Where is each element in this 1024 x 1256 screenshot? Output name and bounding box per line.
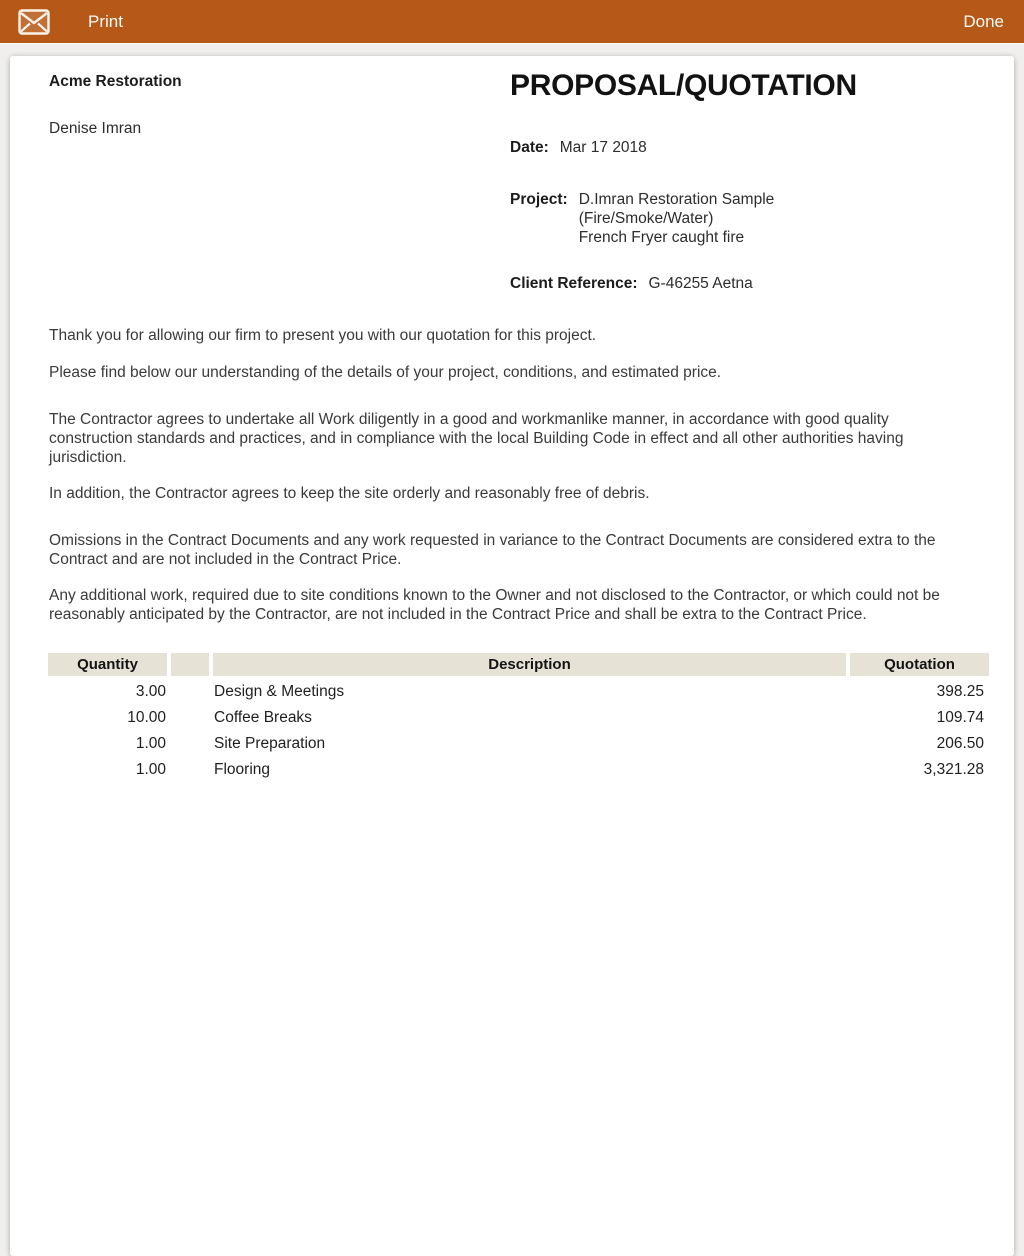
project-value: [579, 190, 775, 247]
mail-icon[interactable]: [18, 9, 50, 35]
document-title: PROPOSAL/QUOTATION: [510, 69, 857, 102]
row-quantity: 10.00: [127, 709, 166, 726]
paragraph: Omissions in the Contract Documents and any work requested in variance to the Contract Documents are considered extra to the Contract and are not included in the Contract Price.: [49, 532, 936, 568]
document-page[interactable]: [10, 56, 1014, 1256]
done-button[interactable]: Done: [963, 11, 1004, 31]
column-header-description: Description: [213, 653, 846, 676]
paragraph: Any additional work, required due to site conditions known to the Owner and not disclosed to the Contractor, or which could not be reasonably anticipated by the Contractor, are not included in the Contract Price and shall be extra to the Contract Price.: [49, 587, 940, 623]
row-blank: [171, 731, 209, 757]
row-quotation: 206.50: [936, 735, 984, 752]
paragraph: Thank you for allowing our firm to present you with our quotation for this project.: [49, 327, 597, 344]
paragraph: In addition, the Contractor agrees to keep the site orderly and reasonably free of debris.: [49, 485, 650, 502]
row-quantity: 3.00: [135, 683, 166, 700]
column-header-blank: [171, 653, 209, 676]
client-reference-row: [510, 274, 753, 293]
project-label: Project:: [510, 191, 568, 208]
toolbar: [0, 0, 1024, 44]
column-header-quotation: Quotation: [850, 653, 989, 676]
row-quantity: 1.00: [135, 761, 166, 778]
row-quotation: 3,321.28: [923, 761, 984, 778]
row-description: Flooring: [214, 761, 270, 778]
row-description: Site Preparation: [214, 735, 326, 752]
client-reference-value: G-46255 Aetna: [648, 275, 753, 292]
date-value: Mar 17 2018: [559, 139, 647, 156]
contact-name: Denise Imran: [49, 120, 142, 137]
row-description: Design & Meetings: [214, 683, 345, 700]
project-line: French Fryer caught fire: [578, 229, 745, 246]
date-row: [510, 138, 647, 157]
row-quotation: 398.25: [936, 683, 984, 700]
company-name: Acme Restoration: [49, 73, 182, 90]
project-row: [510, 190, 774, 247]
project-line: D.Imran Restoration Sample: [578, 191, 775, 208]
paragraph: Please find below our understanding of the details of your project, conditions, and estimated price.: [49, 364, 722, 381]
body-paragraphs: [49, 326, 971, 624]
paragraph: The Contractor agrees to undertake all Work diligently in a good and workmanlike manner, in accordance with good quality construction standards and practices, and in compliance with the local Building Code in effect and all other authorities having jurisdiction.: [49, 411, 904, 466]
project-line: (Fire/Smoke/Water): [578, 210, 714, 227]
row-blank: [171, 679, 209, 705]
date-label: Date:: [510, 139, 549, 156]
row-blank: [171, 705, 209, 731]
row-quotation: 109.74: [936, 709, 984, 726]
client-reference-label: Client Reference:: [510, 275, 638, 292]
row-quantity: 1.00: [135, 735, 166, 752]
row-description: Coffee Breaks: [214, 709, 312, 726]
row-blank: [171, 757, 209, 783]
quotation-table: [48, 653, 989, 783]
column-header-quantity: Quantity: [48, 653, 167, 676]
print-button[interactable]: Print: [88, 11, 123, 31]
